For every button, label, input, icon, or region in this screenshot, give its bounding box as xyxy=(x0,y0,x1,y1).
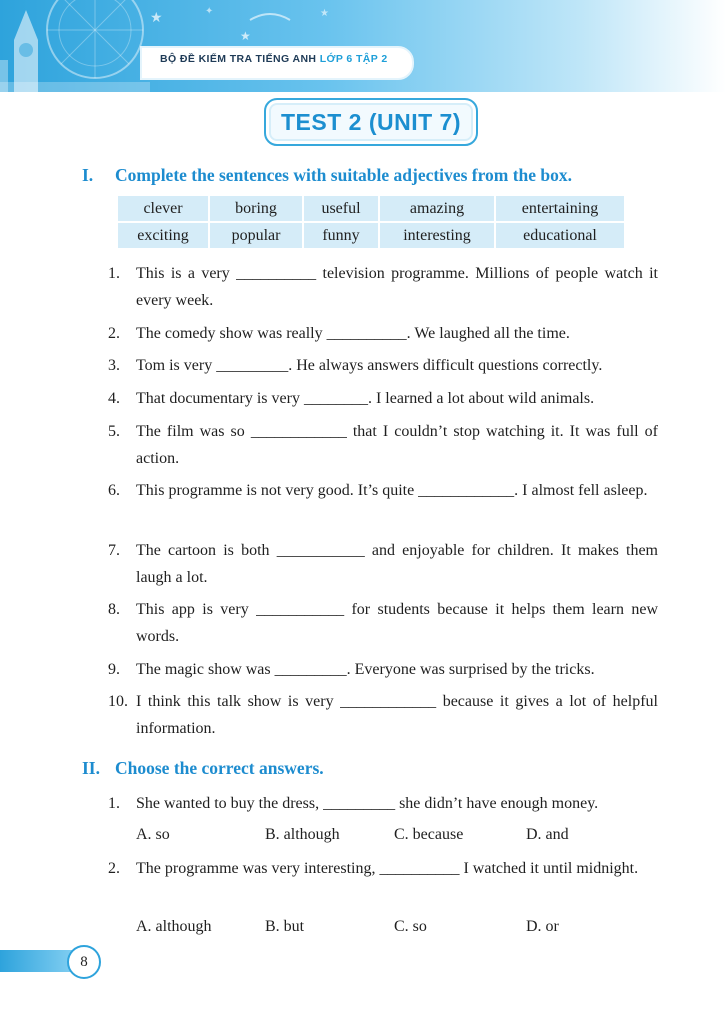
section-2-heading xyxy=(82,758,324,779)
question-number: 1. xyxy=(108,265,120,282)
question-item xyxy=(108,385,658,412)
word-cell: amazing xyxy=(380,196,494,221)
grade-label: LỚP 6 TẬP 2 xyxy=(319,53,388,65)
book-series-title xyxy=(160,53,388,65)
option-c[interactable]: C. because xyxy=(394,826,464,843)
word-box xyxy=(116,194,626,250)
question-item xyxy=(108,320,658,347)
page-number-label: 8 xyxy=(80,953,88,970)
question-item xyxy=(108,790,658,817)
question-text: The cartoon is both ___________ and enjoyable for children. It makes them laugh a lot. xyxy=(136,542,658,586)
question-number: 9. xyxy=(108,661,120,678)
word-cell: popular xyxy=(210,223,302,248)
option-d[interactable]: D. or xyxy=(526,918,559,935)
svg-text:★: ★ xyxy=(320,8,329,19)
section-1-instruction: Complete the sentences with suitable adjectives from the box. xyxy=(115,165,573,185)
page-number xyxy=(67,945,101,979)
word-box-row xyxy=(118,223,624,248)
section-2-instruction: Choose the correct answers. xyxy=(115,758,324,778)
option-b[interactable]: B. but xyxy=(265,918,305,935)
question-text: That documentary is very ________. I learned a lot about wild animals. xyxy=(136,390,595,407)
question-item xyxy=(108,656,658,683)
question-text: This is a very __________ television programme. Millions of people watch it every week. xyxy=(136,265,658,309)
option-c[interactable]: C. so xyxy=(394,918,427,935)
option-a[interactable]: A. although xyxy=(136,918,212,935)
svg-text:✦: ✦ xyxy=(205,6,214,17)
word-cell: educational xyxy=(496,223,624,248)
option-a[interactable]: A. so xyxy=(136,826,170,843)
question-number: 7. xyxy=(108,542,120,559)
question-text: She wanted to buy the dress, _________ she didn’t have enough money. xyxy=(136,795,599,812)
word-cell: interesting xyxy=(380,223,494,248)
question-number: 1. xyxy=(108,795,120,812)
svg-text:★: ★ xyxy=(150,11,163,26)
question-text: The film was so ____________ that I couldn’t stop watching it. It was full of action. xyxy=(136,423,658,467)
question-number: 5. xyxy=(108,423,120,440)
word-cell: useful xyxy=(304,196,378,221)
question-item xyxy=(108,352,658,379)
question-number: 8. xyxy=(108,601,120,618)
question-text: The magic show was _________. Everyone was surprised by the tricks. xyxy=(136,661,595,678)
question-text: The comedy show was really __________. We laughed all the time. xyxy=(136,325,570,342)
question-number: 6. xyxy=(108,482,120,499)
test-title-box xyxy=(264,98,478,146)
question-number: 4. xyxy=(108,390,120,407)
question-text: Tom is very _________. He always answers difficult questions correctly. xyxy=(136,357,603,374)
option-d[interactable]: D. and xyxy=(526,826,569,843)
section-2-number: II. xyxy=(82,758,100,778)
question-text: This app is very ___________ for students because it helps them learn new words. xyxy=(136,601,658,645)
question-item xyxy=(108,855,658,882)
word-cell: funny xyxy=(304,223,378,248)
word-box-row xyxy=(118,196,624,221)
question-item xyxy=(108,537,658,591)
option-b[interactable]: B. although xyxy=(265,826,340,843)
footer-bar xyxy=(0,950,72,972)
section-1-number: I. xyxy=(82,165,94,185)
question-item xyxy=(108,596,658,650)
question-item xyxy=(108,477,658,504)
question-item xyxy=(108,418,658,472)
word-cell: clever xyxy=(118,196,208,221)
question-text: This programme is not very good. It’s quite ____________. I almost fell asleep. xyxy=(136,482,648,499)
word-cell: entertaining xyxy=(496,196,624,221)
question-item xyxy=(108,688,658,742)
question-text: The programme was very interesting, __________ I watched it until midnight. xyxy=(136,860,639,877)
section-1-heading xyxy=(82,165,572,186)
svg-text:★: ★ xyxy=(240,29,251,43)
test-title: TEST 2 (UNIT 7) xyxy=(280,108,461,135)
question-number: 3. xyxy=(108,357,120,374)
word-cell: exciting xyxy=(118,223,208,248)
question-number: 2. xyxy=(108,325,120,342)
question-number: 2. xyxy=(108,860,120,877)
word-cell: boring xyxy=(210,196,302,221)
question-text: I think this talk show is very ____________ because it gives a lot of helpful information. xyxy=(136,693,658,737)
question-number: 10. xyxy=(108,693,128,710)
question-item xyxy=(108,260,658,314)
series-name: BỘ ĐỀ KIỂM TRA TIẾNG ANH xyxy=(160,53,317,65)
